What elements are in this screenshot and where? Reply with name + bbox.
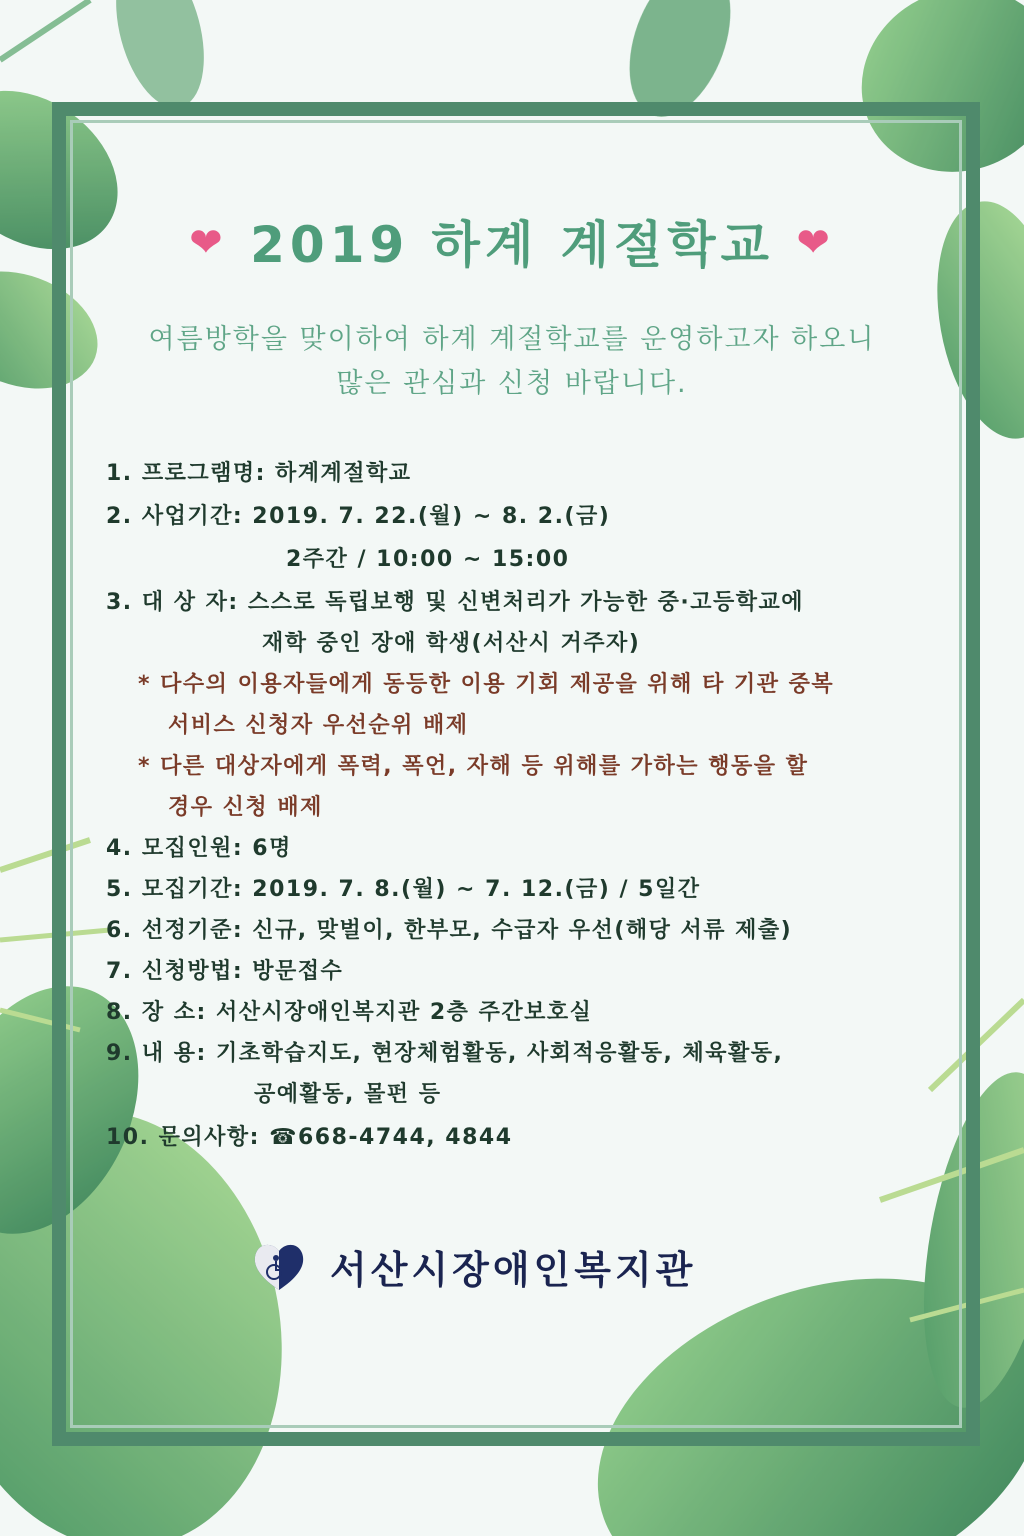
heart-icon: ❤: [189, 220, 228, 266]
info-note: * 다른 대상자에게 폭력, 폭언, 자해 등 위해를 가하는 행동을 할: [138, 754, 809, 779]
org-name: 서산시장애인복지관: [330, 1247, 697, 1292]
heart-wheelchair-logo-icon: [250, 1238, 308, 1294]
info-content: 9. 내 용: 기초학습지도, 현장체험활동, 사회적응활동, 체육활동,: [106, 1041, 784, 1066]
info-criteria: 6. 선정기준: 신규, 맞벌이, 한부모, 수급자 우선(해당 서류 제출): [106, 918, 793, 943]
intro-line: 많은 관심과 신청 바랍니다.: [336, 368, 688, 399]
info-contact: 10. 문의사항: ☎668-4744, 4844: [106, 1125, 513, 1150]
intro-text: [60, 318, 964, 406]
info-recruit-count: 4. 모집인원: 6명: [106, 836, 292, 861]
info-period: 2. 사업기간: 2019. 7. 22.(월) ~ 8. 2.(금): [106, 504, 611, 529]
title-text: 2019 하계 계절학교: [250, 216, 774, 274]
info-target-detail: 재학 중인 장애 학생(서산시 거주자): [262, 631, 641, 656]
info-location: 8. 장 소: 서산시장애인복지관 2층 주간보호실: [106, 1000, 593, 1025]
info-recruit-period: 5. 모집기간: 2019. 7. 8.(월) ~ 7. 12.(금) / 5일간: [106, 877, 701, 902]
poster-title: [0, 205, 1024, 277]
org-footer: [250, 1236, 696, 1296]
info-content-detail: 공예활동, 몰펀 등: [254, 1082, 442, 1107]
info-note: 경우 신청 배제: [168, 795, 323, 820]
info-note: * 다수의 이용자들에게 동등한 이용 기회 제공을 위해 타 기관 중복: [138, 672, 835, 697]
info-period-detail: 2주간 / 10:00 ~ 15:00: [286, 547, 570, 572]
intro-line: 여름방학을 맞이하여 하계 계절학교를 운영하고자 하오니: [148, 324, 876, 355]
info-note: 서비스 신청자 우선순위 배제: [168, 713, 469, 738]
info-apply-method: 7. 신청방법: 방문접수: [106, 959, 344, 984]
info-target: 3. 대 상 자: 스스로 독립보행 및 신변처리가 가능한 중·고등학교에: [106, 590, 805, 615]
heart-icon: ❤: [796, 220, 835, 266]
info-program-name: 1. 프로그램명: 하계계절학교: [106, 461, 412, 486]
